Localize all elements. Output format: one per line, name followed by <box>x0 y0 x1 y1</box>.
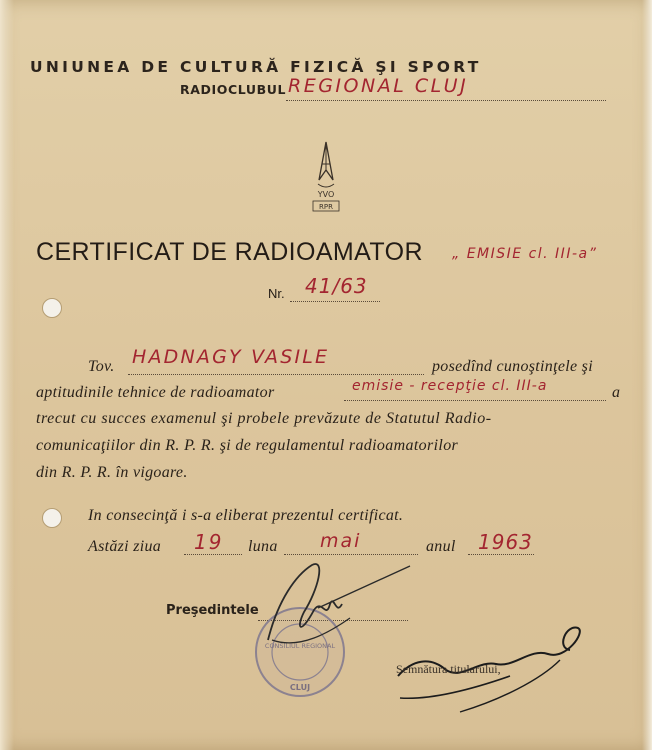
date-day: 19 <box>194 530 224 554</box>
emblem-letters-bottom: RPR <box>319 203 333 211</box>
body-line4: comunicaţiilor din R. P. R. şi de regulamentul radioamatorilor <box>36 437 459 454</box>
body-line2-prefix: aptitudinile tehnice de radioamator <box>36 384 275 401</box>
body-line1-suffix: posedînd cunoştinţele şi <box>432 358 593 375</box>
tov-label: Tov. <box>88 358 115 375</box>
date-month: mai <box>320 530 362 552</box>
date-year: 1963 <box>478 530 533 554</box>
stamp-center-text: CONSILIUL REGIONAL <box>264 642 336 650</box>
body-line6: In consecinţă i s-a eliberat prezentul certificat. <box>88 507 404 524</box>
radioclub-name: REGIONAL CLUJ <box>288 75 469 97</box>
holder-name: HADNAGY VASILE <box>132 346 330 368</box>
luna-label: luna <box>248 538 278 555</box>
emblem-letters-top: YVO <box>317 190 335 199</box>
organization-heading: UNIUNEA DE CULTURĂ FIZICĂ ŞI SPORT <box>30 58 482 76</box>
certificate-title: CERTIFICAT DE RADIOAMATOR <box>36 238 423 266</box>
holder-signature-label: Semnătura titularului, <box>396 662 501 676</box>
body-line3: trecut cu succes examenul şi probele prevăzute de Statutul Radio- <box>36 410 492 427</box>
stamp-bottom-text: CLUJ <box>289 683 311 692</box>
certificate-number: 41/63 <box>305 274 368 298</box>
anul-label: anul <box>426 538 456 555</box>
president-label: Preşedintele <box>166 603 259 618</box>
license-class: emisie - recepţie cl. III-a <box>352 378 548 394</box>
certificate-category: „ EMISIE cl. III-a” <box>452 246 598 262</box>
number-label: Nr. <box>268 286 285 301</box>
date-prefix: Astăzi ziua <box>88 538 162 555</box>
body-line5: din R. P. R. în vigoare. <box>36 464 188 481</box>
radioclub-label: RADIOCLUBUL <box>180 82 287 97</box>
body-line2-suffix: a <box>612 384 621 401</box>
